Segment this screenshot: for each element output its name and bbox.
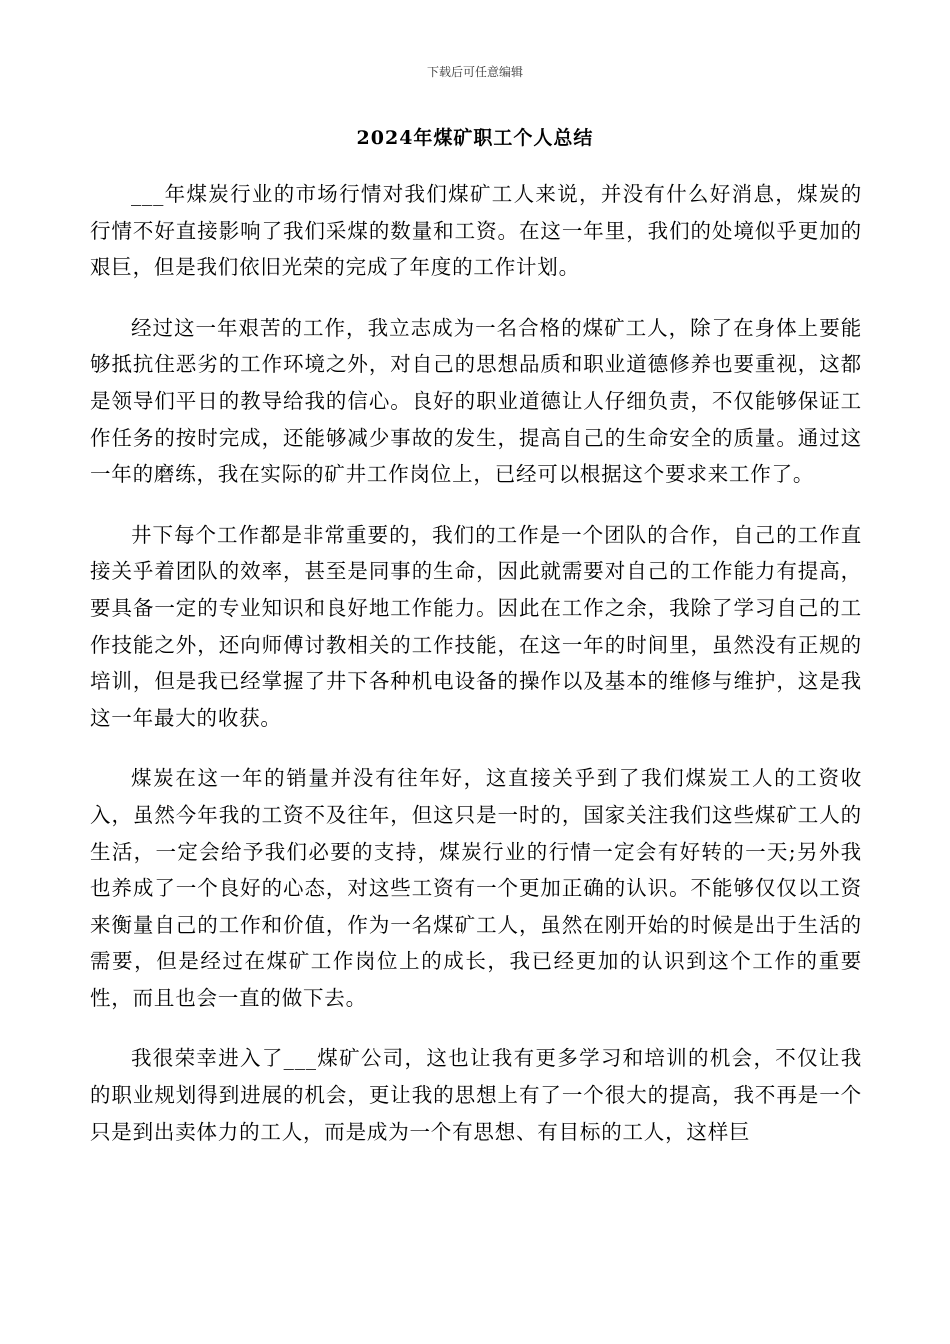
header-note: 下载后可任意编辑 bbox=[426, 65, 523, 79]
paragraph-1: ___年煤炭行业的市场行情对我们煤矿工人来说，并没有什么好消息，煤炭的行情不好直接影响了我们采煤的数量和工资。在这一年里，我们的处境似乎更加的艰巨，但是我们依旧光荣的完成了年度的工作计划。 bbox=[90, 182, 862, 280]
paragraph-3: 井下每个工作都是非常重要的，我们的工作是一个团队的合作，自己的工作直接关乎着团队的效率，甚至是同事的生命，因此就需要对自己的工作能力有提高，要具备一定的专业知识和良好地工作能力。因此在工作之余，我除了学习自己的工作技能之外，还向师傅讨教相关的工作技能，在这一年的时间里，虽然没有正规的培训，但是我已经掌握了井下各种机电设备的操作以及基本的维修与维护，这是我这一年最大的收获。 bbox=[90, 522, 862, 730]
paragraph-5: 我很荣幸进入了___煤矿公司，这也让我有更多学习和培训的机会，不仅让我的职业规划得到进展的机会，更让我的思想上有了一个很大的提高，我不再是一个只是到出卖体力的工人，而是成为一个有思想、有目标的工人，这样巨 bbox=[90, 1046, 862, 1144]
paragraph-2: 经过这一年艰苦的工作，我立志成为一名合格的煤矿工人，除了在身体上要能够抵抗住恶劣的工作环境之外，对自己的思想品质和职业道德修养也要重视，这都是领导们平日的教导给我的信心。良好的职业道德让人仔细负责，不仅能够保证工作任务的按时完成，还能够减少事故的发生，提高自己的生命安全的质量。通过这一年的磨练，我在实际的矿井工作岗位上，已经可以根据这个要求来工作了。 bbox=[90, 315, 862, 487]
document-body bbox=[90, 176, 862, 1174]
paragraph-4: 煤炭在这一年的销量并没有往年好，这直接关乎到了我们煤炭工人的工资收入，虽然今年我的工资不及往年，但这只是一时的，国家关注我们这些煤矿工人的生活，一定会给予我们必要的支持，煤炭行业的行情一定会有好转的一天;另外我也养成了一个良好的心态，对这些工资有一个更加正确的认识。不能够仅仅以工资来衡量自己的工作和价值，作为一名煤矿工人，虽然在刚开始的时候是出于生活的需要，但是经过在煤矿工作岗位上的成长，我已经更加的认识到这个工作的重要性，而且也会一直的做下去。 bbox=[90, 766, 862, 1010]
document-title: 2024年煤矿职工个人总结 bbox=[356, 127, 594, 149]
